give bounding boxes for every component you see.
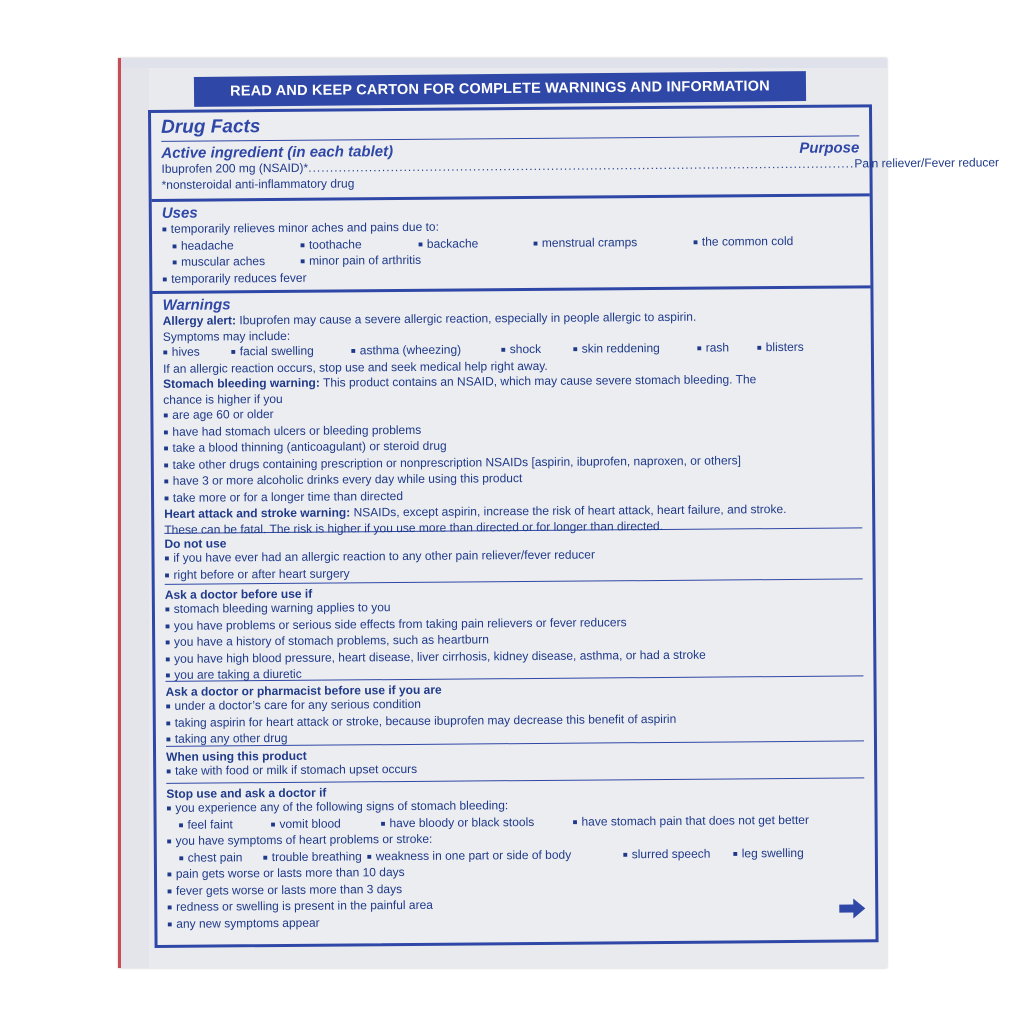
bleeding-sign: ■ have stomach pain that does not get better — [573, 812, 809, 830]
ask-pharmacist-item: ■ taking aspirin for heart attack or stroke, because ibuprofen may decrease this benefit of aspirin — [166, 710, 864, 732]
stop-use-item: ■ fever gets worse or lasts more than 3 days — [167, 878, 865, 900]
stomach-item: ■ are age 60 or older — [163, 402, 861, 424]
symptoms-intro: Symptoms may include: — [162, 328, 291, 344]
purpose-heading: Purpose — [799, 139, 860, 157]
stop-use-item: ■ any new symptoms appear — [167, 911, 865, 933]
allergy-label: Allergy alert: — [162, 313, 237, 328]
use-item: ■ headache — [172, 237, 300, 255]
uses-section — [152, 193, 871, 291]
stop-use-item: ■ redness or swelling is present in the painful area — [167, 894, 865, 916]
dot-leader: .............................................................................................................................. — [308, 156, 855, 175]
use-item: ■ muscular aches — [172, 254, 300, 272]
footnote-text: *nonsteroidal anti-inflammatory drug — [161, 175, 355, 192]
use-item: ■ toothache — [300, 236, 418, 253]
purpose-text: Pain reliever/Fever reducer — [854, 155, 1000, 171]
when-using-section — [156, 741, 874, 783]
bleeding-sign: ■ vomit blood — [271, 816, 381, 833]
stop-use-section — [156, 778, 875, 934]
stop-use-item: ■ pain gets worse or lasts more than 10 days — [167, 861, 865, 883]
drug-facts-section — [151, 107, 1000, 199]
ask-pharmacist-heading: Ask a doctor or pharmacist before use if you are — [165, 682, 442, 699]
heart-sign: ■ chest pain — [179, 850, 263, 867]
stomach-text: This product contains an NSAID, which may cause severe stomach bleeding. The — [322, 372, 757, 390]
when-using-heading: When using this product — [166, 748, 307, 764]
use-item: ■ minor pain of arthritis — [300, 253, 421, 270]
do-not-use-section — [154, 528, 872, 584]
warnings-heading: Warnings — [162, 296, 231, 314]
ask-pharmacist-section — [155, 676, 873, 746]
use-item: ■ backache — [418, 235, 533, 252]
ask-pharmacist-item: ■ under a doctor’s care for any serious condition — [166, 693, 864, 715]
drug-facts-title: Drug Facts — [161, 116, 261, 138]
uses-intro: ■ temporarily relieves minor aches and pains due to: — [162, 216, 860, 238]
carton-rim — [121, 58, 887, 68]
do-not-use-heading: Do not use — [164, 536, 227, 551]
right-arrow-icon — [837, 896, 867, 920]
allergy-text: Ibuprofen may cause a severe allergic reaction, especially in people allergic to aspirin. — [239, 309, 697, 328]
bleeding-sign: ■ feel faint — [179, 817, 271, 834]
heart-label: Heart attack and stroke warning: — [164, 505, 351, 521]
stomach-item: ■ take a blood thinning (anticoagulant) or steroid drug — [164, 435, 862, 457]
stomach-item: ■ have 3 or more alcoholic drinks every day while using this product — [164, 468, 862, 490]
use-item: ■ the common cold — [693, 233, 793, 250]
when-using-item: ■ take with food or milk if stomach upset occurs — [166, 758, 864, 780]
stomach-item: ■ take other drugs containing prescription or nonprescription NSAIDs [aspirin, ibuprofen, naproxen, or others] — [164, 452, 862, 474]
symptom-item: ■ shock — [501, 342, 573, 359]
ask-doctor-item: ■ you have high blood pressure, heart disease, liver cirrhosis, kidney disease, asthma, or had a stroke — [165, 646, 863, 668]
uses-heading: Uses — [161, 204, 198, 222]
heart-sign: ■ slurred speech — [623, 846, 733, 863]
uses-fever: ■ temporarily reduces fever — [162, 266, 860, 288]
active-ingredient-heading: Active ingredient (in each tablet) — [161, 143, 394, 162]
stomach-text-2: chance is higher if you — [163, 391, 283, 407]
bleeding-sign: ■ have bloody or black stools — [381, 814, 573, 832]
heart-text: NSAIDs, except aspirin, increase the risk of heart attack, heart failure, and stroke. — [353, 501, 787, 520]
heart-text-2: These can be fatal. The risk is higher if you use more than directed or for longer than directed. — [164, 518, 664, 537]
stomach-label: Stomach bleeding warning: — [163, 375, 320, 391]
symptom-item: ■ facial swelling — [231, 343, 351, 360]
stomach-item: ■ have had stomach ulcers or bleeding problems — [163, 419, 861, 441]
use-item: ■ menstrual cramps — [533, 234, 693, 252]
ask-doctor-item: ■ you have problems or serious side effects from taking pain relievers or fever reducers — [165, 613, 863, 635]
ask-doctor-item: ■ you are taking a diuretic — [165, 662, 863, 684]
symptom-item: ■ blisters — [757, 340, 804, 357]
ask-doctor-item: ■ you have a history of stomach problems, such as heartburn — [165, 629, 863, 651]
ask-doctor-heading: Ask a doctor before use if — [164, 586, 313, 602]
symptom-item: ■ hives — [163, 344, 231, 361]
ask-doctor-item: ■ stomach bleeding warning applies to you — [165, 596, 863, 618]
warning-banner: READ AND KEEP CARTON FOR COMPLETE WARNINGS AND INFORMATION — [194, 71, 806, 107]
warnings-section — [152, 285, 872, 537]
stomach-item: ■ take more or for a longer time than directed — [164, 485, 862, 507]
heart-sign: ■ trouble breathing — [263, 849, 367, 866]
do-not-use-item: ■ right before or after heart surgery — [165, 562, 863, 584]
allergy-action: If an allergic reaction occurs, stop use and seek medical help right away. — [162, 358, 548, 376]
heart-sign: ■ leg swelling — [733, 845, 804, 862]
ingredient-text: Ibuprofen 200 mg (NSAID)* — [161, 160, 309, 176]
heart-sign: ■ weakness in one part or side of body — [367, 847, 623, 866]
carton-side-strip — [121, 68, 149, 968]
ask-pharmacist-item: ■ taking any other drug — [166, 726, 864, 748]
symptom-item: ■ asthma (wheezing) — [351, 342, 501, 360]
stop-use-intro: ■ you have symptoms of heart problems or stroke: — [167, 828, 865, 850]
do-not-use-item: ■ if you have ever had an allergic reaction to any other pain reliever/fever reducer — [164, 545, 862, 567]
symptom-item: ■ rash — [697, 340, 757, 357]
symptom-item: ■ skin reddening — [573, 341, 697, 358]
stop-use-heading: Stop use and ask a doctor if — [166, 785, 327, 801]
stop-use-intro: ■ you experience any of the following signs of stomach bleeding: — [166, 795, 864, 817]
drug-facts-panel — [148, 104, 1000, 948]
ask-doctor-section — [155, 579, 874, 681]
